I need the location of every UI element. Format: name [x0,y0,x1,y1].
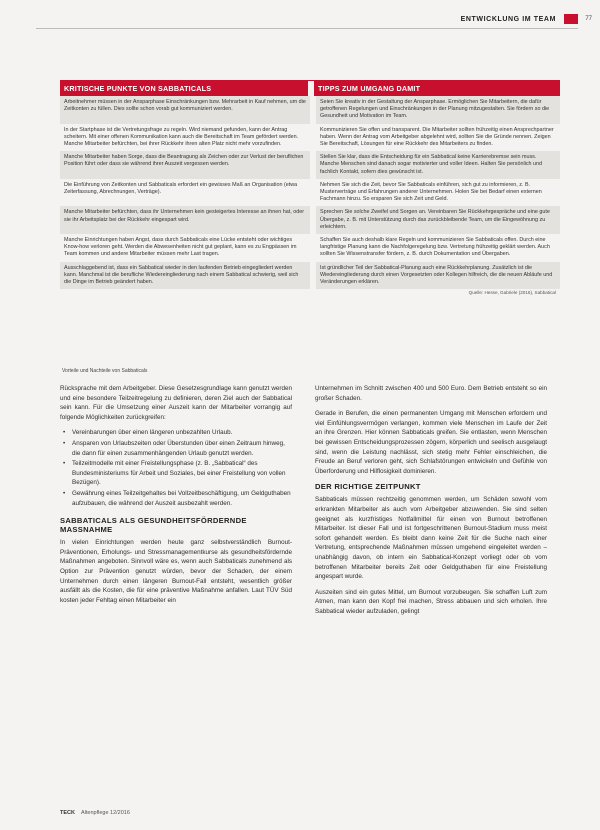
table-cell-tip: Seien Sie kreativ in der Gestaltung der Ansparphase. Ermöglichen Sie Mitarbeitern, die dafür getroffenen Regelungen und Einschränkungen in der Planung mitzugestalten. Sie fördern so die Gesundheit und Motivation im Team. [316,96,560,124]
page-footer [60,810,130,816]
info-table [60,80,560,297]
table-header-right: TIPPS ZUM UMGANG DAMIT [314,81,560,96]
options-list [60,428,292,508]
table-row [60,206,560,234]
list-item: • Gewährung eines Teilzeitgehaltes bei Vollzeitbeschäftigung, um Geldguthaben aufzubauen, die während der Auszeit ausbezahlt werden. [72,489,292,508]
subheading-timing: DER RICHTIGE ZEITPUNKT [315,482,421,492]
table-source: Quelle: Hesse, Gabriele (2016), Sabbatical [468,290,556,296]
table-cell-problem: In der Startphase ist die Vertretungsfrage zu regeln. Wird niemand gefunden, kann der Antrag scheitern. Mit einer offenen Kommunikation kann auch die Bereitschaft im Team gefördert werden. Manche Mitarbeiter befürchten, bei ihrer Rückkehr ihren alten Platz nicht mehr vorzufinden. [60,124,310,152]
paragraph-continuation: Unternehmen im Schnitt zwischen 400 und 500 Euro. Dem Betrieb entsteht so ein großer Schaden. [315,385,547,402]
list-item: • Ansparen von Urlaubszeiten oder Überstunden über einen Zeitraum hinweg, die dann für einen zusammenhängenden Urlaub genutzt werden. [72,439,292,458]
paragraph-intro: Rücksprache mit dem Arbeitgeber. Diese Gesetzesgrundlage kann genutzt werden und eine besondere Teilzeitregelung zu definieren, deren Ziel auch der Sabbatical sein kann. Für die Umsetzung einer Auszeit kann der Mitarbeiter vorrangig auf folgende Möglichkeiten zurückgreifen: [60,385,292,421]
table-header [60,81,560,96]
footer-page: TECK [60,810,75,816]
page-number-top: 77 [585,16,592,22]
table-row [60,151,560,179]
table-cell-tip: Nehmen Sie sich die Zeit, bevor Sie Sabbaticals einführen, sich gut zu informieren, z. B. Musterverträge und Erfahrungen anderer Unternehmen. Holen Sie bei Bedarf einen externen Fachmann hinzu. So ersparen Sie sich Zeit und Geld. [316,179,560,207]
table-row [60,179,560,207]
table-cell-tip: Ist gründlicher Teil der Sabbatical-Planung auch eine Rückkehrplanung. Zusätzlich ist die Wiedereingliederung durch einen Vorgesetzten oder Kollegen hilfreich, die die neuen Abläufe und Veränderungen erklären. [316,262,560,290]
header-rule [36,28,578,29]
table-row [60,96,560,124]
table-cell-tip: Sprechen Sie solche Zweifel und Sorgen an. Vereinbaren Sie Rückkehrgespräche und eine gute Übergabe, z. B. mit Unterstützung durch das zurückbleibende Team, um die Eingewöhnung zu erleichtern. [316,206,560,234]
paragraph-professions: Gerade in Berufen, die einen permanenten Umgang mit Menschen erfordern und viel Einfühlungsvermögen verlangen, kommen viele Menschen im Laufe der Zeit an ihre Grenzen. Hier können Sabbaticals greifen. Sie entlasten, wenn Menschen bei gewissen Entscheidungsprozessen zögern, körperlich und seelisch ausgelaugt sind, wenn die Leistung nachlässt, sich stetig mehr Fehler einschleichen, die Freude an Beruf verloren geht, sich Schlafstörungen entwickeln und Gefühle von Überforderung und Hilflosigkeit dominieren. [315,410,547,475]
section-title: ENTWICKLUNG IM TEAM [460,15,556,23]
page-header [461,14,578,24]
column-left [60,384,292,611]
table-cell-problem: Manche Einrichtungen haben Angst, dass durch Sabbaticals eine Lücke entsteht oder wichtiges Know-how verloren geht. Werden die Abwesenheiten nicht gut geplant, kann es zu Engpässen im Team kommen und andere Mitarbeiter müssen mehr Last tragen. [60,234,310,262]
table-row [60,124,560,152]
paragraph-timing: Sabbaticals müssen rechtzeitig genommen werden, um Schäden sowohl vom erkrankten Mitarbeiter als auch vom Arbeitgeber abzuwenden. Sie sind selten geeignet als kurzfristiges Notfallmittel für einen von Burnout betroffenen Mitarbeiter. Ist dieser Fall und ist fortgeschrittenen Burnout-Stadium muss meist sofort gehandelt werden. Es bleibt dann keine Zeit für die Suche nach einer Vertretung, entsprechende Maßnahmen müssen umgehend eingeleitet werden – unabhängig davon, ob intern ein Sabbatical-Konzept vorliegt oder ob vom betroffenen Mitarbeiter bereits Zeit oder Geldguthaben für eine Freistellung angespart wurde. [315,496,547,581]
list-item: • Vereinbarungen über einen längeren unbezahlten Urlaub. [72,428,292,438]
table-cell-problem: Die Einführung von Zeitkonten und Sabbaticals erfordert ein gewisses Maß an Organisation (etwa Zeiterfassung, Abrechnungen, Verträge). [60,179,310,207]
footer-journal: Altenpflege 12/2016 [80,810,130,816]
table-header-left: KRITISCHE PUNKTE VON SABBATICALS [60,81,308,96]
table-cell-problem: Arbeitnehmer müssen in der Ansparphase Einschränkungen bzw. Mehrarbeit in Kauf nehmen, um die Zeitkonten zu füllen. Dies sollte schon vorab gut kommuniziert werden. [60,96,310,124]
table-cell-tip: Kommunizieren Sie offen und transparent. Die Mitarbeiter sollten frühzeitig einen Ansprechpartner haben. Wenn der Antrag vom Arbeitgeber abgelehnt wird, sollten Sie die Gründe nennen. Zeigen Sie Bereitschaft, Lösungen für eine Rückkehr des Mitarbeiters zu finden. [316,124,560,152]
table-cell-problem: Manche Mitarbeiter befürchten, dass ihr Unternehmen kein gesteigertes Interesse an ihnen hat, oder sie ihr Arbeitsplatz bei der Rückkehr eingespart wird. [60,206,310,234]
table-body [60,96,560,289]
table-caption: Vorteile und Nachteile von Sabbaticals [62,368,148,374]
table-row [60,262,560,290]
table-cell-tip: Stellen Sie klar, dass die Entscheidung für ein Sabbatical keine Karrierebremse sein muss. Manche Menschen sind danach sogar motivierter und voller Ideen. Halten Sie persönlich und fachlich Kontakt, sofern dies gewünscht ist. [316,151,560,179]
section-marker [564,14,578,24]
paragraph-prevention: Auszeiten sind ein gutes Mittel, um Burnout vorzubeugen. Sie schaffen Luft zum Atmen, man kann den Kopf frei machen, Stress abbauen und sich erholen. Ihre Sabbatical wieder aufzuladen, gelingt [315,588,547,615]
table-cell-tip: Schaffen Sie auch deshalb klare Regeln und kommunizieren Sie Sabbaticals offen. Durch eine langfristige Planung kann die Nachfolgeregelung bzw. Vertretung frühzeitig geklärt werden. Auch sollten Sie Wissenstransfer fördern, z. B. durch Dokumentation und Übergaben. [316,234,560,262]
table-cell-problem: Manche Mitarbeiter haben Sorge, dass die Beantragung als Zeichen oder zur Verlust der beruflichen Position führt oder dass sie während ihrer Auszeit vergessen werden. [60,151,310,179]
list-item: • Teilzeitmodelle mit einer Freistellungsphase (z. B. „Sabbatical“ des Bundesministeriums für Arbeit und Soziales, bei einer Freistellung von vollen Bezügen). [72,459,292,488]
subheading-health: SABBATICALS ALS GESUNDHEITSFÖRDERNDE MASSNAHME [60,516,247,535]
column-right [315,384,547,622]
table-cell-problem: Ausschlaggebend ist, dass ein Sabbatical wieder in den laufenden Betrieb eingegliedert werden kann. Manchmal ist die berufliche Wiedereingliederung nach einem Sabbatical schwierig, weil sich die Dinge im Betrieb geändert haben. [60,262,310,290]
paragraph-health: In vielen Einrichtungen werden heute ganz selbstverständlich Burnout-Präventionen, Erholungs- und Stressmanagementkurse als gesundheitsfördernde Maßnahmen angeboten. Sinnvoll wäre es, wenn auch Sabbaticals zunehmend als Option zur Prävention genutzt würden, bevor der Schaden, der einem Unternehmen durch einen längeren Burnout-Fall entsteht, wesentlich größer ausfällt als die Kosten, die für eine präventive Maßnahme anfallen. Laut TÜV Süd kosten jeder Fehltag einen Mitarbeiter ein [60,539,292,604]
table-row [60,234,560,262]
